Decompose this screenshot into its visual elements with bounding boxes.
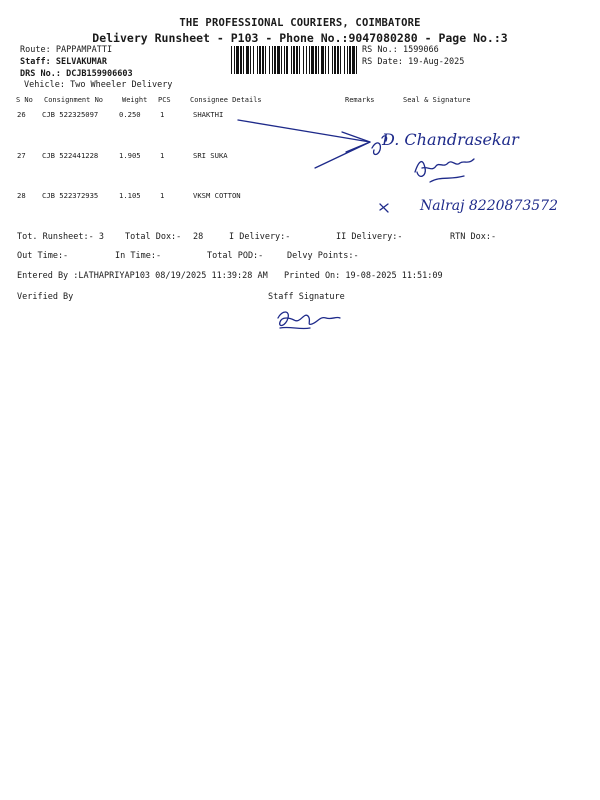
company-name: THE PROFESSIONAL COURIERS, COIMBATORE bbox=[179, 17, 421, 29]
staff-line bbox=[20, 57, 107, 67]
col-header-consignee: Consignee Details bbox=[190, 96, 262, 104]
barcode-bar bbox=[243, 46, 244, 74]
barcode-bar bbox=[311, 46, 314, 74]
barcode-bar bbox=[286, 46, 288, 74]
ii-delivery: II Delivery:- bbox=[336, 232, 403, 242]
row-consignment: CJB 522372935 bbox=[42, 191, 99, 200]
barcode-bar bbox=[250, 46, 251, 74]
row-pcs: 1 bbox=[160, 191, 165, 200]
rs-no-label: RS No.: bbox=[362, 45, 398, 55]
drs-line bbox=[20, 69, 133, 79]
barcode bbox=[231, 46, 357, 74]
barcode-bar bbox=[309, 46, 310, 74]
col-header-remarks: Remarks bbox=[345, 96, 375, 104]
row-consignment: CJB 522325097 bbox=[42, 110, 99, 119]
rs-date-label: RS Date: bbox=[362, 57, 403, 67]
staff-label: Staff: bbox=[20, 57, 51, 67]
row-weight: 1.105 bbox=[119, 191, 141, 200]
col-header-consignment: Consignment No bbox=[44, 96, 104, 104]
verified-by: Verified By bbox=[17, 292, 74, 302]
barcode-bar bbox=[303, 46, 304, 74]
barcode-bar bbox=[296, 46, 298, 74]
barcode-bar bbox=[306, 46, 307, 74]
row-consignment: CJB 522441228 bbox=[42, 151, 99, 160]
row-weight: 0.250 bbox=[119, 110, 141, 119]
row-pcs: 1 bbox=[160, 151, 165, 160]
row-sno: 26 bbox=[17, 110, 26, 119]
barcode-bar bbox=[332, 46, 333, 74]
barcode-bar bbox=[269, 46, 270, 74]
barcode-bar bbox=[291, 46, 292, 74]
handwritten-note: Nalraj 8220873572 bbox=[420, 198, 558, 214]
barcode-bar bbox=[293, 46, 295, 74]
staff-signature-scribble bbox=[272, 306, 342, 336]
rs-no-line bbox=[362, 45, 439, 55]
staff-value: SELVAKUMAR bbox=[55, 57, 108, 67]
barcode-bar bbox=[262, 46, 264, 74]
out-time: Out Time:- bbox=[17, 251, 69, 261]
runsheet-title: Delivery Runsheet - P103 - Phone No.:9047080280 - Page No.:3 bbox=[92, 31, 508, 45]
barcode-bar bbox=[236, 46, 239, 74]
row-weight: 1.905 bbox=[119, 151, 141, 160]
barcode-bar bbox=[321, 46, 324, 74]
barcode-bar bbox=[246, 46, 249, 74]
barcode-bar bbox=[274, 46, 276, 74]
in-time: In Time:- bbox=[115, 251, 162, 261]
vehicle-value: Two Wheeler Delivery bbox=[70, 80, 173, 90]
delvy-points: Delvy Points:- bbox=[287, 251, 359, 261]
barcode-bar bbox=[340, 46, 341, 74]
cross-mark bbox=[380, 204, 388, 212]
row-consignee: SHAKTHI bbox=[193, 110, 224, 119]
total-runsheet: Tot. Runsheet:- 3 bbox=[17, 232, 104, 242]
barcode-bar bbox=[257, 46, 258, 74]
barcode-bar bbox=[240, 46, 242, 74]
row-pcs: 1 bbox=[160, 110, 165, 119]
barcode-bar bbox=[356, 46, 357, 74]
route-value: PAPPAMPATTI bbox=[55, 45, 113, 55]
barcode-bar bbox=[231, 46, 232, 74]
rs-date-value: 19-Aug-2025 bbox=[408, 57, 465, 67]
barcode-bar bbox=[259, 46, 261, 74]
drs-value: DCJB159906603 bbox=[66, 69, 133, 79]
total-pod: Total POD:- bbox=[207, 251, 264, 261]
col-header-seal-signature: Seal & Signature bbox=[403, 96, 471, 104]
barcode-bar bbox=[284, 46, 285, 74]
col-header-weight: Weight bbox=[122, 96, 148, 104]
total-dox-value: 28 bbox=[193, 232, 204, 242]
row-sno: 27 bbox=[17, 151, 26, 160]
rs-no-value: 1599066 bbox=[402, 45, 439, 55]
handwritten-name: D. Chandrasekar bbox=[382, 130, 519, 149]
barcode-bar bbox=[281, 46, 282, 74]
barcode-bar bbox=[349, 46, 351, 74]
barcode-bar bbox=[253, 46, 254, 74]
barcode-bar bbox=[328, 46, 329, 74]
barcode-bar bbox=[234, 46, 235, 74]
row-sno: 28 bbox=[17, 191, 26, 200]
rtn-dox: RTN Dox:- bbox=[450, 232, 497, 242]
barcode-bar bbox=[265, 46, 266, 74]
barcode-bar bbox=[325, 46, 326, 74]
handwritten-remarks bbox=[230, 110, 590, 240]
barcode-bar bbox=[272, 46, 273, 74]
vehicle-line bbox=[24, 80, 172, 90]
arrow-line bbox=[238, 120, 370, 142]
row-consignee: VKSM COTTON bbox=[193, 191, 241, 200]
barcode-bar bbox=[315, 46, 317, 74]
entered-by: Entered By :LATHAPRIYAP103 08/19/2025 11:39:28 AM bbox=[17, 271, 268, 281]
col-header-sno: S No bbox=[16, 96, 33, 104]
barcode-bar bbox=[344, 46, 345, 74]
barcode-bar bbox=[334, 46, 336, 74]
row-consignee: SRI SUKA bbox=[193, 151, 228, 160]
i-delivery: I Delivery:- bbox=[229, 232, 291, 242]
barcode-bar bbox=[352, 46, 355, 74]
route-line bbox=[20, 45, 112, 55]
printed-on: Printed On: 19-08-2025 11:51:09 bbox=[284, 271, 443, 281]
signature-scribble bbox=[415, 159, 474, 182]
barcode-bar bbox=[318, 46, 319, 74]
barcode-bar bbox=[299, 46, 300, 74]
staff-signature-label: Staff Signature bbox=[268, 292, 345, 302]
barcode-bar bbox=[337, 46, 339, 74]
rs-date-line bbox=[362, 57, 464, 67]
drs-label: DRS No.: bbox=[20, 69, 61, 79]
barcode-bar bbox=[277, 46, 280, 74]
col-header-pcs: PCS bbox=[158, 96, 171, 104]
total-dox-label: Total Dox:- bbox=[125, 232, 182, 242]
barcode-bar bbox=[347, 46, 348, 74]
vehicle-label: Vehicle: bbox=[24, 80, 65, 90]
route-label: Route: bbox=[20, 45, 51, 55]
